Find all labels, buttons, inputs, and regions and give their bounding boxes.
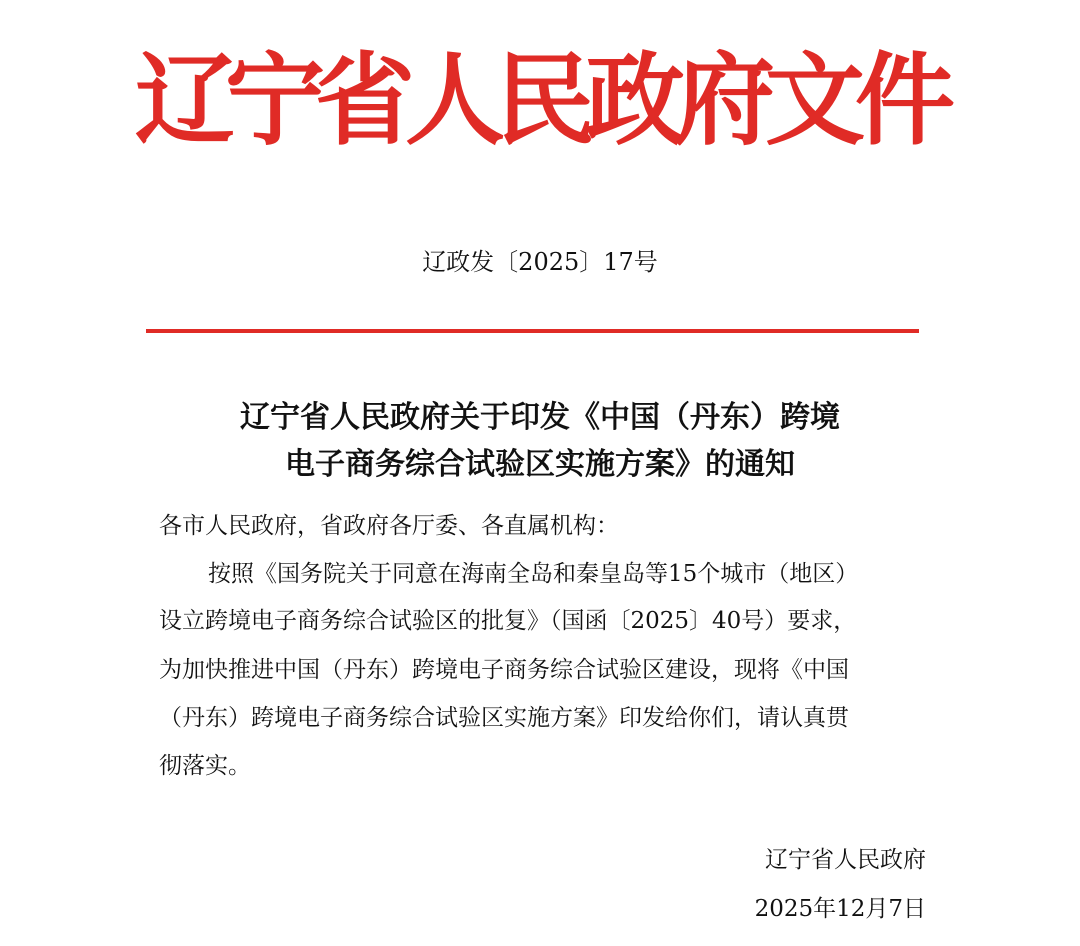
body-paragraph-line: 彻落实。 bbox=[159, 753, 251, 779]
signature-date: 2025年12月7日 bbox=[754, 896, 926, 922]
salutation: 各市人民政府，省政府各厅委、各直属机构： bbox=[159, 513, 619, 539]
notice-title-line-1: 辽宁省人民政府关于印发《中国（丹东）跨境 bbox=[240, 400, 840, 435]
body-paragraph-line: 为加快推进中国（丹东）跨境电子商务综合试验区建设，现将《中国 bbox=[159, 657, 849, 683]
body-paragraph-line: 按照《国务院关于同意在海南全岛和秦皇岛等15个城市（地区） bbox=[208, 561, 859, 587]
document-header-title: 辽宁省人民政府文件 bbox=[135, 42, 945, 159]
body-paragraph-line: （丹东）跨境电子商务综合试验区实施方案》印发给你们，请认真贯 bbox=[159, 705, 849, 731]
signature-organization: 辽宁省人民政府 bbox=[765, 847, 926, 873]
red-separator-line bbox=[146, 329, 919, 333]
document-number: 辽政发〔2025〕17号 bbox=[422, 248, 658, 276]
notice-title-line-2: 电子商务综合试验区实施方案》的通知 bbox=[285, 447, 795, 482]
body-paragraph-line: 设立跨境电子商务综合试验区的批复》（国函〔2025〕40号）要求， bbox=[159, 608, 857, 634]
